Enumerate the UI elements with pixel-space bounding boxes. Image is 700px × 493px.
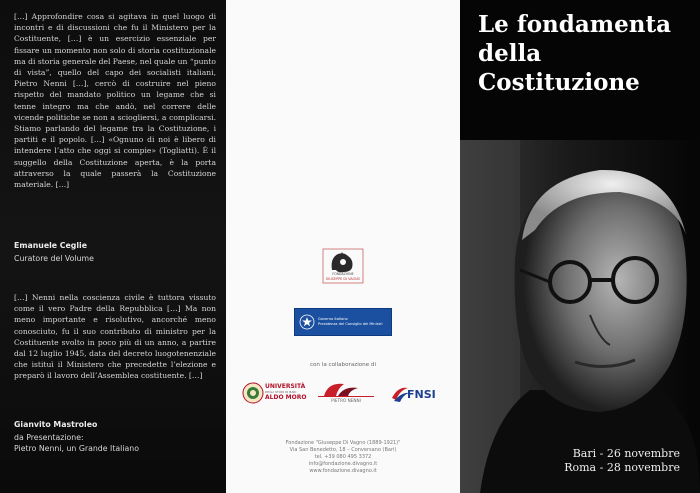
gov-line2: Presidenza del Consiglio dei Ministri: [318, 322, 383, 326]
university-seal-icon: [242, 382, 264, 404]
university-line1: UNIVERSITÀ: [265, 383, 306, 390]
government-logo: [294, 308, 392, 336]
event-title: [478, 10, 671, 97]
foundation-logo-line1: FONDAZIONE: [332, 272, 354, 276]
quote-ceglie: […] Approfondire cosa si agitava in quel luogo di incontri e di discussioni che fu il Ministero per la Costituente, […] è un esercizio essenziale per fissare un momento non solo di storia costituzionale ma di storia generale del Paese, nel quale un “punto di vista”, quello del capo dei socialisti italiani, Pietro Nenni […], cercò di costruire nel pieno rispetto del mandato politico un legame che si tenne integro ma che andò, nel correre delle vicende politiche se non a sciogliersi, a complicarsi. Stiamo parlando del legame tra la Costituzione, i partiti e il popolo. […] «Ognuno di noi è libero di intendere l’atto che oggi si compie» (Togliatti). È il suggello della Costituzione aperta, è la porta attraverso la quale passerà la Costituzione materiale. […]: [14, 12, 216, 190]
fnsi-logo: [390, 384, 444, 404]
middle-panel: [226, 0, 460, 493]
date-bari: Bari - 26 novembre: [572, 447, 680, 460]
author-name-ceglie: Emanuele Ceglie: [14, 241, 88, 250]
title-line3: Costituzione: [478, 69, 640, 96]
title-line2: della: [478, 40, 542, 67]
italian-emblem-icon: [299, 314, 315, 330]
collaboration-label: con la collaborazione di: [309, 362, 377, 368]
title-line1: Le fondamenta: [478, 11, 671, 38]
footer-line2: Via San Benedetto, 18 – Conversano (Bari): [289, 447, 397, 453]
fnsi-label: FNSI: [407, 388, 436, 401]
author-role-ceglie: Curatore del Volume: [14, 254, 94, 263]
portrait-photo: [460, 140, 700, 493]
foundation-logo: [322, 248, 364, 284]
pietro-nenni-label: PIETRO NENNI: [331, 398, 361, 403]
gov-line1: Governo Italiano: [318, 317, 348, 321]
foundation-logo-line2: GIUSEPPE DI VAGNO: [325, 277, 361, 281]
right-panel: [460, 0, 700, 493]
author-role-mastroleo-line1: da Presentazione:: [14, 433, 84, 442]
event-dates: [564, 447, 680, 475]
quote-mastroleo: […] Nenni nella coscienza civile è tuttora vissuto come il vero Padre della Repubblica […] Ma non meno importante e risolutivo, ancorché meno conosciuto, fu il suo contributo di ministro per la Costituente svolto in poco più di un anno, a partire dal 12 luglio 1945, data del decreto luogotenenziale che istituì il Ministero che precedette l’elezione e preparò il lavoro dell’Assemblea costituente. […]: [14, 293, 216, 381]
author-name-mastroleo: Gianvito Mastroleo: [14, 420, 98, 429]
pietro-nenni-logo: [318, 380, 374, 406]
footer-line5: www.fondazione.divagno.it: [309, 468, 377, 474]
left-panel: [0, 0, 226, 493]
footer-line1: Fondazione "Giuseppe Di Vagno (1889-1921)": [285, 440, 401, 446]
footer-line3: tel. +39 080 495 3372: [314, 454, 372, 460]
university-line2: DEGLI STUDI DI BARI: [265, 390, 297, 394]
author-role-mastroleo-line2: Pietro Nenni, un Grande Italiano: [14, 444, 139, 453]
university-line3: ALDO MORO: [265, 394, 307, 401]
pietro-nenni-emblem-icon: [318, 380, 374, 398]
university-logo: [242, 380, 310, 406]
footer-line4: info@fondazione.divagno.it: [308, 461, 378, 467]
date-roma: Roma - 28 novembre: [564, 461, 680, 474]
